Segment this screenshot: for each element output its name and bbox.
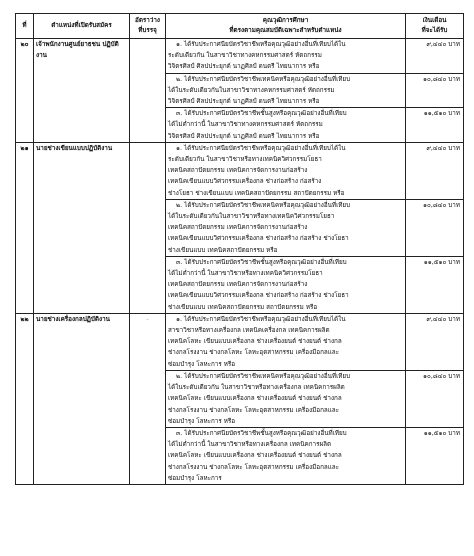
qualification-line: เทคนิคสถาปัตยกรรม เทคนิคการจัดการงานก่อสร้าง (168, 281, 308, 289)
qualification-item (166, 314, 405, 371)
qualification-line: ได้ไม่ต่ำกว่านี้ ในสาขาวิชาทางคหกรรมศาสตร์ หัตถกรรม (168, 121, 323, 129)
salary-value: ๙,๔๔๐ บาท (406, 143, 463, 200)
header-salary-line2: ที่จะได้รับ (421, 27, 448, 34)
table-row (16, 39, 464, 143)
salary-cell (406, 313, 464, 484)
qualification-line: ได้ในระดับเดียวกัน ในสาขาวิชาหรือทางเครื่องกล เทคนิคการผลิต (168, 384, 345, 392)
position-name: เจ้าพนักงานศูนย์ยาธชน ปฏิบัติงาน (34, 39, 130, 143)
row-number: ๒๑ (16, 142, 34, 313)
qualification-line: ช่างกลโรงงาน ช่างกลโลหะ โลหะอุตสาหกรรม เครื่องมือกลและ (168, 349, 340, 357)
salary-value: ๑๑,๕๑๐ บาท (423, 110, 460, 118)
qualification-item (166, 108, 405, 142)
qualification-line: ๒. ได้รับประกาศนียบัตรวิชาชีพเทคนิคหรือคุณวุฒิอย่างอื่นที่เทียบ (176, 75, 351, 83)
row-number: ๒๒ (16, 313, 34, 484)
qualification-line: วิจิตรศิลป์ ศิลปประยุกต์ นาฏศิลป์ ดนตรี ไทยนาการ หรือ (168, 98, 320, 106)
qualification-item (166, 371, 405, 428)
qualification-line: ช่างกลโรงงาน ช่างกลโลหะ โลหะอุตสาหกรรม เครื่องมือกลและ (168, 463, 340, 471)
header-rate-line1: อัตราว่าง (135, 17, 160, 24)
qualification-cell (166, 39, 406, 143)
qualification-line: ช่างโยธา ช่างเขียนแบบ เทคนิคสถาปัตยกรรม สถาปัตยกรรม หรือ (168, 189, 345, 197)
qualification-table (15, 13, 464, 485)
qualification-line: ๒. ได้รับประกาศนียบัตรวิชาชีพเทคนิคหรือคุณวุฒิอย่างอื่นที่เทียบ (176, 372, 351, 380)
header-position-label: ตำแหน่งที่เปิดรับสมัคร (51, 22, 112, 29)
qualification-line: ๓. ได้รับประกาศนียบัตรวิชาชีพชั้นสูงหรือคุณวุฒิอย่างอื่นที่เทียบ (176, 258, 347, 266)
qualification-line: เทคนิคโลหะ เขียนแบบเครื่องกล ช่างเครื่องยนต์ ช่างยนต์ ช่างกล (168, 338, 342, 346)
qualification-item (166, 74, 405, 109)
qualification-line: ๒. ได้รับประกาศนียบัตรวิชาชีพเทคนิคหรือคุณวุฒิอย่างอื่นที่เทียบ (176, 201, 351, 209)
qualification-line: ๑. ได้รับประกาศนียบัตรวิชาชีพหรือคุณวุฒิอย่างอื่นที่เทียบได้ใน (176, 41, 346, 48)
vacancy-rate: - (130, 313, 166, 484)
qualification-line: เทคนิคโลหะ เขียนแบบเครื่องกล ช่างเครื่องยนต์ ช่างยนต์ ช่างกล (168, 395, 342, 403)
header-position (34, 14, 130, 39)
header-qual-line1: คุณวุฒิการศึกษา (262, 17, 309, 24)
qualification-line: ซ่อมบำรุง โลหะการ หรือ (168, 417, 236, 425)
header-qualification (166, 14, 406, 39)
header-no (16, 14, 34, 39)
salary-value: ๙,๔๔๐ บาท (406, 314, 463, 371)
salary-cell (406, 39, 464, 143)
row-number: ๒๐ (16, 39, 34, 143)
qualification-line: วิจิตรศิลป์ ศิลปประยุกต์ นาฏศิลป์ ดนตรี ไทยนาการ หรือ (168, 63, 320, 71)
qualification-line: ๑. ได้รับประกาศนียบัตรวิชาชีพหรือคุณวุฒิอย่างอื่นที่เทียบได้ใน (176, 315, 346, 323)
header-salary (406, 14, 464, 39)
header-no-label: ที่ (22, 22, 27, 29)
qualification-line: ช่างกลโรงงาน ช่างกลโลหะ โลหะอุตสาหกรรม เครื่องมือกลและ (168, 406, 340, 414)
qualification-line: ๓. ได้รับประกาศนียบัตรวิชาชีพชั้นสูงหรือคุณวุฒิอย่างอื่นที่เทียบ (176, 110, 347, 118)
qualification-line: เทคนิคโลหะ เขียนแบบเครื่องกล ช่างเครื่องยนต์ ช่างยนต์ ช่างกล (168, 452, 342, 460)
table-body (16, 39, 464, 485)
table-header-row (16, 14, 464, 39)
qualification-line: เทคนิคสถาปัตยกรรม เทคนิคการจัดการงานก่อสร้าง (168, 224, 308, 232)
position-name: นายช่างเครื่องกลปฏิบัติงาน (34, 313, 130, 484)
qualification-item (166, 200, 405, 257)
header-salary-line1: เงินเดือน (422, 17, 447, 24)
qualification-line: ได้ในระดับเดียวกันในสาขาวิชาหรือทางเทคนิควิศวกรรมโยธา (168, 213, 335, 221)
qualification-line: เทคนิคเขียนแบบวิศวกรรมเครื่องกล ช่างก่อสร้าง ก่อสร้าง ช่างโยธา (168, 292, 349, 300)
qualification-line: เทคนิคสถาปัตยกรรม เทคนิคการจัดการงานก่อสร้าง (168, 167, 308, 175)
qualification-item (166, 428, 405, 484)
vacancy-rate (130, 142, 166, 313)
header-rate-line2: ที่บรรจุ (138, 27, 157, 34)
salary-value: ๑๑,๕๑๐ บาท (423, 429, 460, 437)
qualification-line: ช่างเขียนแบบ เทคนิคสถาปัตยกรรม หรือ (168, 246, 278, 254)
qualification-line: ซ่อมบำรุง โลหะการ (168, 474, 222, 482)
qualification-line: ได้ไม่ต่ำกว่านี้ ในสาขาวิชาหรือทางเทคนิควิศวกรรมโยธา (168, 270, 323, 278)
qualification-line: สาขาวิชาหรือทางเครื่องกล เทคนิคเครื่องกล เทคนิคการผลิต (168, 327, 330, 335)
salary-value: ๑๐,๘๔๐ บาท (406, 371, 463, 428)
qualification-line: ช่างเขียนแบบ เทคนิคสถาปัตยกรรม สถาปัตยกรรม หรือ (168, 303, 318, 311)
position-name: นายช่างเขียนแบบปฏิบัติงาน (34, 142, 130, 313)
qualification-item (166, 257, 405, 313)
header-qual-line2: ที่ตรงตามคุณสมบัติเฉพาะสำหรับตำแหน่ง (229, 27, 342, 34)
table-row (16, 142, 464, 313)
salary-cell (406, 142, 464, 313)
qualification-line: ได้ในระดับเดียวกันในสาขาวิชาทางคหกรรมศาสตร์ หัตถกรรม (168, 86, 335, 94)
qualification-cell (166, 142, 406, 313)
qualification-line: ๓. ได้รับประกาศนียบัตรวิชาชีพชั้นสูงหรือคุณวุฒิอย่างอื่นที่เทียบ (176, 429, 347, 437)
qualification-cell (166, 313, 406, 484)
vacancy-rate (130, 39, 166, 143)
qualification-line: ระดับเดียวกัน ในสาขาวิชาหรือทางเทคนิควิศวกรรมโยธา (168, 156, 322, 164)
header-rate (130, 14, 166, 39)
qualification-line: ๑. ได้รับประกาศนียบัตรวิชาชีพหรือคุณวุฒิอย่างอื่นที่เทียบได้ใน (176, 144, 346, 152)
qualification-item (166, 39, 405, 74)
salary-value: ๑๐,๘๔๐ บาท (406, 74, 463, 109)
qualification-line: ซ่อมบำรุง โลหะการ หรือ (168, 360, 236, 368)
qualification-line: ระดับเดียวกัน ในสาขาวิชาทางคหกรรมศาสตร์ หัตถกรรม (168, 52, 322, 60)
salary-value: ๑๑,๕๑๐ บาท (423, 258, 460, 266)
qualification-item (166, 143, 405, 200)
table-row (16, 313, 464, 484)
qualification-line: ได้ไม่ต่ำกว่านี้ ในสาขาวิชาหรือทางเครื่องกล เทคนิคการผลิต (168, 441, 332, 449)
salary-value: ๙,๔๔๐ บาท (406, 39, 463, 74)
salary-value: ๑๐,๘๔๐ บาท (406, 200, 463, 257)
qualification-line: เทคนิคเขียนแบบวิศวกรรมเครื่องกล ช่างก่อสร้าง ก่อสร้าง ช่างโยธา (168, 235, 349, 243)
qualification-line: เทคนิคเขียนแบบวิศวกรรมเครื่องกล ช่างก่อสร้าง ก่อสร้าง (168, 178, 322, 186)
qualification-line: วิจิตรศิลป์ ศิลปประยุกต์ นาฏศิลป์ ดนตรี ไทยนาการ หรือ (168, 132, 320, 140)
